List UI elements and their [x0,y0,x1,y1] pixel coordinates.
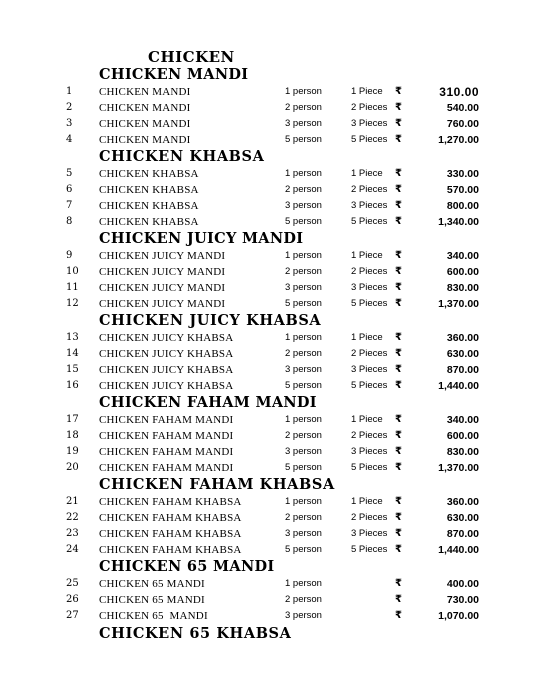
item-price: 1,070.00 [438,610,479,622]
item-name: CHICKEN JUICY KHABSA [99,380,234,392]
item-persons: 5 person [285,462,322,473]
section-heading: CHICKEN JUICY MANDI [99,230,304,247]
item-number: 18 [66,430,79,441]
item-number: 20 [66,462,79,473]
item-pieces: 3 Pieces [351,528,388,539]
item-pieces: 1 Piece [351,496,383,507]
rupee-icon: ₹ [395,528,402,539]
menu-row [0,182,541,198]
menu-row [0,592,541,608]
menu-row [0,576,541,592]
rupee-icon: ₹ [395,414,402,425]
menu-row [0,444,541,460]
item-number: 22 [66,512,79,523]
rupee-icon: ₹ [395,446,402,457]
item-persons: 1 person [285,414,322,425]
item-price: 830.00 [446,446,479,458]
item-pieces: 5 Pieces [351,216,388,227]
item-name: CHICKEN FAHAM MANDI [99,462,234,474]
section-heading: CHICKEN FAHAM MANDI [99,394,317,411]
item-name: CHICKEN FAHAM MANDI [99,446,234,458]
item-name: CHICKEN KHABSA [99,216,199,228]
item-pieces: 2 Pieces [351,266,388,277]
item-pieces: 2 Pieces [351,430,388,441]
menu-row [0,362,541,378]
menu-row [0,494,541,510]
rupee-icon: ₹ [395,430,402,441]
menu-row [0,214,541,230]
item-pieces: 5 Pieces [351,462,388,473]
rupee-icon: ₹ [395,462,402,473]
item-number: 8 [66,216,73,227]
item-name: CHICKEN FAHAM KHABSA [99,528,242,540]
item-number: 23 [66,528,79,539]
item-number: 14 [66,348,79,359]
item-name: CHICKEN FAHAM KHABSA [99,496,242,508]
item-price: 360.00 [446,496,479,508]
menu-row [0,248,541,264]
rupee-icon: ₹ [395,134,402,145]
item-pieces: 2 Pieces [351,348,388,359]
item-name: CHICKEN FAHAM MANDI [99,414,234,426]
item-pieces: 3 Pieces [351,282,388,293]
menu-row [0,296,541,312]
item-number: 25 [66,578,79,589]
menu-row [0,608,541,624]
item-price: 730.00 [446,594,479,606]
item-persons: 3 person [285,364,322,375]
menu-row [0,460,541,476]
item-persons: 3 person [285,446,322,457]
item-persons: 5 person [285,134,322,145]
rupee-icon: ₹ [395,168,402,179]
item-price: 630.00 [446,512,479,524]
item-name: CHICKEN JUICY MANDI [99,298,226,310]
item-number: 11 [66,282,79,293]
item-persons: 2 person [285,266,322,277]
item-pieces: 1 Piece [351,332,383,343]
item-persons: 3 person [285,610,322,621]
rupee-icon: ₹ [395,578,402,589]
rupee-icon: ₹ [395,512,402,523]
item-persons: 1 person [285,496,322,507]
item-name: CHICKEN FAHAM MANDI [99,430,234,442]
rupee-icon: ₹ [395,496,402,507]
item-number: 10 [66,266,79,277]
rupee-icon: ₹ [395,250,402,261]
item-persons: 1 person [285,86,322,97]
rupee-icon: ₹ [395,348,402,359]
menu-row [0,84,541,100]
item-pieces: 2 Pieces [351,184,388,195]
item-name: CHICKEN 65 MANDI [99,594,205,606]
menu-row [0,526,541,542]
item-number: 13 [66,332,79,343]
item-persons: 3 person [285,200,322,211]
item-persons: 5 person [285,216,322,227]
item-persons: 3 person [285,118,322,129]
item-persons: 5 person [285,298,322,309]
item-price: 800.00 [446,200,479,212]
item-number: 12 [66,298,79,309]
item-persons: 3 person [285,282,322,293]
item-persons: 5 person [285,380,322,391]
item-number: 27 [66,610,79,621]
item-number: 7 [66,200,73,211]
item-number: 19 [66,446,79,457]
item-price: 1,370.00 [438,462,479,474]
item-pieces: 5 Pieces [351,380,388,391]
item-price: 870.00 [446,364,479,376]
item-price: 570.00 [446,184,479,196]
item-name: CHICKEN 65 MANDI [99,610,208,622]
menu-row [0,510,541,526]
item-name: CHICKEN JUICY MANDI [99,266,226,278]
item-name: CHICKEN JUICY KHABSA [99,348,234,360]
item-name: CHICKEN JUICY MANDI [99,282,226,294]
item-number: 3 [66,118,73,129]
item-name: CHICKEN KHABSA [99,184,199,196]
rupee-icon: ₹ [395,184,402,195]
section-heading: CHICKEN KHABSA [99,148,265,165]
item-price: 400.00 [446,578,479,590]
item-number: 4 [66,134,73,145]
item-persons: 1 person [285,332,322,343]
item-price: 600.00 [446,266,479,278]
item-persons: 3 person [285,528,322,539]
item-persons: 2 person [285,512,322,523]
item-price: 340.00 [446,250,479,262]
menu-row [0,428,541,444]
item-pieces: 1 Piece [351,250,383,261]
item-persons: 2 person [285,430,322,441]
item-price: 1,370.00 [438,298,479,310]
item-price: 1,270.00 [438,134,479,146]
item-price: 1,340.00 [438,216,479,228]
menu-row [0,542,541,558]
item-price: 870.00 [446,528,479,540]
item-persons: 1 person [285,168,322,179]
item-name: CHICKEN KHABSA [99,168,199,180]
item-name: CHICKEN JUICY KHABSA [99,364,234,376]
menu-title: CHICKEN [148,48,235,66]
item-price: 1,440.00 [438,544,479,556]
section-heading: CHICKEN 65 MANDI [99,558,275,575]
menu-row [0,132,541,148]
item-price: 330.00 [446,168,479,180]
menu-row [0,198,541,214]
item-number: 5 [66,168,73,179]
item-name: CHICKEN MANDI [99,118,191,130]
item-pieces: 5 Pieces [351,544,388,555]
item-pieces: 3 Pieces [351,364,388,375]
menu-row [0,412,541,428]
menu-row [0,100,541,116]
item-number: 2 [66,102,73,113]
item-pieces: 2 Pieces [351,512,388,523]
item-number: 24 [66,544,79,555]
item-persons: 1 person [285,578,322,589]
item-persons: 2 person [285,102,322,113]
item-price: 360.00 [446,332,479,344]
item-price: 760.00 [446,118,479,130]
item-number: 15 [66,364,79,375]
menu-row [0,264,541,280]
rupee-icon: ₹ [395,118,402,129]
item-name: CHICKEN JUICY KHABSA [99,332,234,344]
rupee-icon: ₹ [395,200,402,211]
rupee-icon: ₹ [395,332,402,343]
item-pieces: 1 Piece [351,86,383,97]
item-price: 340.00 [446,414,479,426]
item-pieces: 1 Piece [351,168,383,179]
menu-row [0,166,541,182]
rupee-icon: ₹ [395,544,402,555]
section-heading: CHICKEN MANDI [99,66,249,83]
item-number: 26 [66,594,79,605]
item-number: 6 [66,184,73,195]
menu-row [0,378,541,394]
item-persons: 2 person [285,348,322,359]
item-name: CHICKEN FAHAM KHABSA [99,512,242,524]
item-pieces: 3 Pieces [351,118,388,129]
item-name: CHICKEN 65 MANDI [99,578,205,590]
menu-row [0,280,541,296]
item-price: 1,440.00 [438,380,479,392]
item-pieces: 5 Pieces [351,134,388,145]
section-heading: CHICKEN 65 KHABSA [99,625,292,642]
item-persons: 2 person [285,594,322,605]
item-name: CHICKEN FAHAM KHABSA [99,544,242,556]
item-persons: 1 person [285,250,322,261]
section-heading: CHICKEN FAHAM KHABSA [99,476,335,493]
item-pieces: 2 Pieces [351,102,388,113]
rupee-icon: ₹ [395,594,402,605]
menu-row [0,346,541,362]
item-name: CHICKEN MANDI [99,86,191,98]
menu-row [0,330,541,346]
rupee-icon: ₹ [395,364,402,375]
item-pieces: 3 Pieces [351,200,388,211]
item-pieces: 5 Pieces [351,298,388,309]
item-price: 600.00 [446,430,479,442]
item-number: 1 [66,86,73,97]
item-number: 16 [66,380,79,391]
item-pieces: 1 Piece [351,414,383,425]
item-name: CHICKEN MANDI [99,134,191,146]
rupee-icon: ₹ [395,216,402,227]
item-name: CHICKEN KHABSA [99,200,199,212]
item-number: 9 [66,250,73,261]
item-price: 630.00 [446,348,479,360]
rupee-icon: ₹ [395,298,402,309]
item-persons: 5 person [285,544,322,555]
item-pieces: 3 Pieces [351,446,388,457]
menu-row [0,116,541,132]
rupee-icon: ₹ [395,282,402,293]
rupee-icon: ₹ [395,86,402,97]
item-persons: 2 person [285,184,322,195]
item-price: 540.00 [446,102,479,114]
item-price: 830.00 [446,282,479,294]
rupee-icon: ₹ [395,266,402,277]
item-number: 21 [66,496,79,507]
item-name: CHICKEN MANDI [99,102,191,114]
item-name: CHICKEN JUICY MANDI [99,250,226,262]
rupee-icon: ₹ [395,610,402,621]
rupee-icon: ₹ [395,102,402,113]
rupee-icon: ₹ [395,380,402,391]
item-number: 17 [66,414,79,425]
section-heading: CHICKEN JUICY KHABSA [99,312,322,329]
item-price: 310.00 [439,85,479,99]
